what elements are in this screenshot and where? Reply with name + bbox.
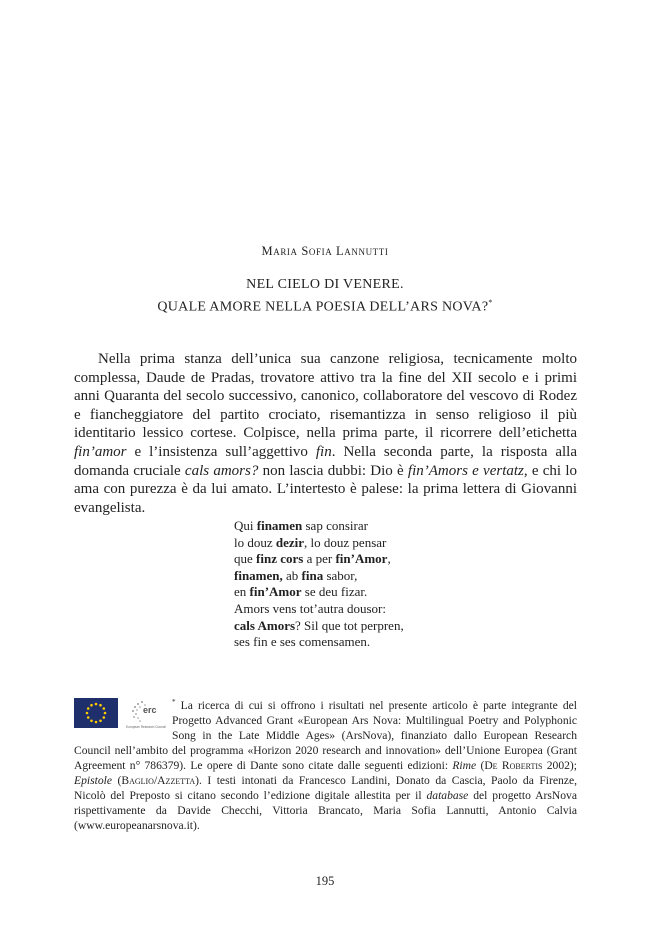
body-text-span: non lascia dubbi: Dio è xyxy=(258,462,408,479)
author-name: Maria Sofia Lannutti xyxy=(261,244,389,258)
verse-line-8: ses fin e ses comensamen. xyxy=(234,634,371,650)
verse-text: lo douz xyxy=(234,534,276,550)
title-line-2 xyxy=(0,294,650,317)
title-line-1: NEL CIELO DI VENERE. xyxy=(246,277,404,292)
verse-line-3 xyxy=(234,551,494,568)
body-text-span: , e chi lo ama con purezza è da lui amato. L’intertesto è palese: la prima lettera di Giovanni evangelista. xyxy=(74,462,578,516)
erc-logo-caption: European Research Council xyxy=(126,725,166,729)
page-number: 195 xyxy=(315,874,335,888)
erc-logo-text: erc xyxy=(143,705,157,715)
verse-line-6: Amors vens tot’autra dousor: xyxy=(234,600,387,616)
footnote-text: del progetto ArsNova rispettivamente da Davide Checchi, Vittoria Brancato, Maria Sofia Lannutti, Antonio Calvia (www.europeanarsnova.it). xyxy=(74,788,578,832)
article-title xyxy=(0,276,650,317)
footnote-text: ( xyxy=(476,758,485,772)
verse-line-5 xyxy=(234,584,494,601)
body-text-span: e l’insistenza sull’aggettivo xyxy=(126,443,316,460)
verse-bold: finz cors xyxy=(256,551,304,567)
body-italic-cals-amors: cals amors? xyxy=(184,462,259,479)
verse-bold: fin’Amor xyxy=(335,551,388,567)
verse-bold: fina xyxy=(301,567,324,583)
verse-text: sap consirar xyxy=(302,518,368,533)
verse-text: en xyxy=(234,584,250,600)
body-italic-fin: fin xyxy=(315,443,332,460)
footnote-smallcaps-baglio-azzetta: Baglio/Azzetta xyxy=(121,773,196,787)
verse-text: ? Sil que tot perpren, xyxy=(295,617,404,633)
body-italic-fin-amors-vertatz: fin’Amors e vertatz xyxy=(407,462,524,479)
verse-bold: fin’Amor xyxy=(249,584,302,600)
body-paragraph xyxy=(74,350,577,517)
verse-line-1 xyxy=(234,518,494,535)
verse-line-4 xyxy=(234,568,494,585)
logo-spacer xyxy=(74,695,172,728)
verse-bold: finamen, xyxy=(234,567,283,583)
verse-text: a per xyxy=(303,551,336,567)
verse-text: sabor, xyxy=(323,567,358,583)
footnote-mark: * xyxy=(172,698,176,706)
body-text-span: . Nella seconda parte, la risposta alla domanda cruciale xyxy=(74,443,577,479)
body-text-span: Nella prima stanza dell’unica sua canzone religiosa, tecnicamente molto complessa, Daude de Pradas, trovatore attivo tra la fine del XII secolo e i primi anni Quaranta del secolo successivo, canonico, collaboratore del vescovo di Rodez e fiancheggiatore del partito crociato, risemantizza in senso religioso il più identitario lessico cortese. Colpisce, nella prima parte, il ricorrere dell’etichetta xyxy=(74,351,577,442)
verse-bold: dezir xyxy=(275,534,305,550)
body-italic-fin-amor: fin’amor xyxy=(74,443,127,460)
verse-text: , xyxy=(387,551,391,567)
footnote-text: La ricerca di cui si offrono i risultati nel presente articolo è parte integrante del Progetto Advanced Grant «European Ars Nova: Multilingual Poetry and Polyphonic Song in the Late Middle Ages» (ArsNova), finanziato dallo European Research Council nell’ambito del programma «Horizon 2020 research and innovation» dell’Unione Europea (Grant Agreement n° 786379). Le opere di Dante sono citate dalle seguenti edizioni: xyxy=(74,698,577,772)
footnote-italic-rime: Rime xyxy=(452,758,477,772)
footnote-italic-epistole: Epistole xyxy=(74,773,112,787)
verse-text: que xyxy=(234,551,257,567)
title-line-2-text: QUALE AMORE NELLA POESIA DELL’ARS NOVA? xyxy=(157,299,489,315)
footnote-smallcaps-de-robertis: De Robertis xyxy=(484,758,543,772)
footnote-text: ( xyxy=(112,773,122,787)
verse-text: ab xyxy=(282,567,302,583)
footnote xyxy=(74,695,577,833)
verse-bold: cals Amors xyxy=(234,617,296,633)
verse-line-2 xyxy=(234,535,494,552)
verse-bold: finamen xyxy=(256,518,303,533)
verse-quotation xyxy=(234,518,494,651)
verse-text: se deu fizar. xyxy=(301,584,368,600)
verse-line-7 xyxy=(234,618,494,635)
verse-text: Qui xyxy=(234,518,257,533)
verse-text: , lo douz pensar xyxy=(304,534,387,550)
footnote-italic-database: database xyxy=(426,788,469,802)
footnote-text: 2002); xyxy=(542,758,578,772)
title-footnote-mark: * xyxy=(488,298,493,307)
footnote-text: ). I testi intonati da Francesco Landini, Donato da Cascia, Paolo da Firenze, Nicolò del Preposto si citano secondo l’edizione digitale allestita per il xyxy=(74,773,577,802)
